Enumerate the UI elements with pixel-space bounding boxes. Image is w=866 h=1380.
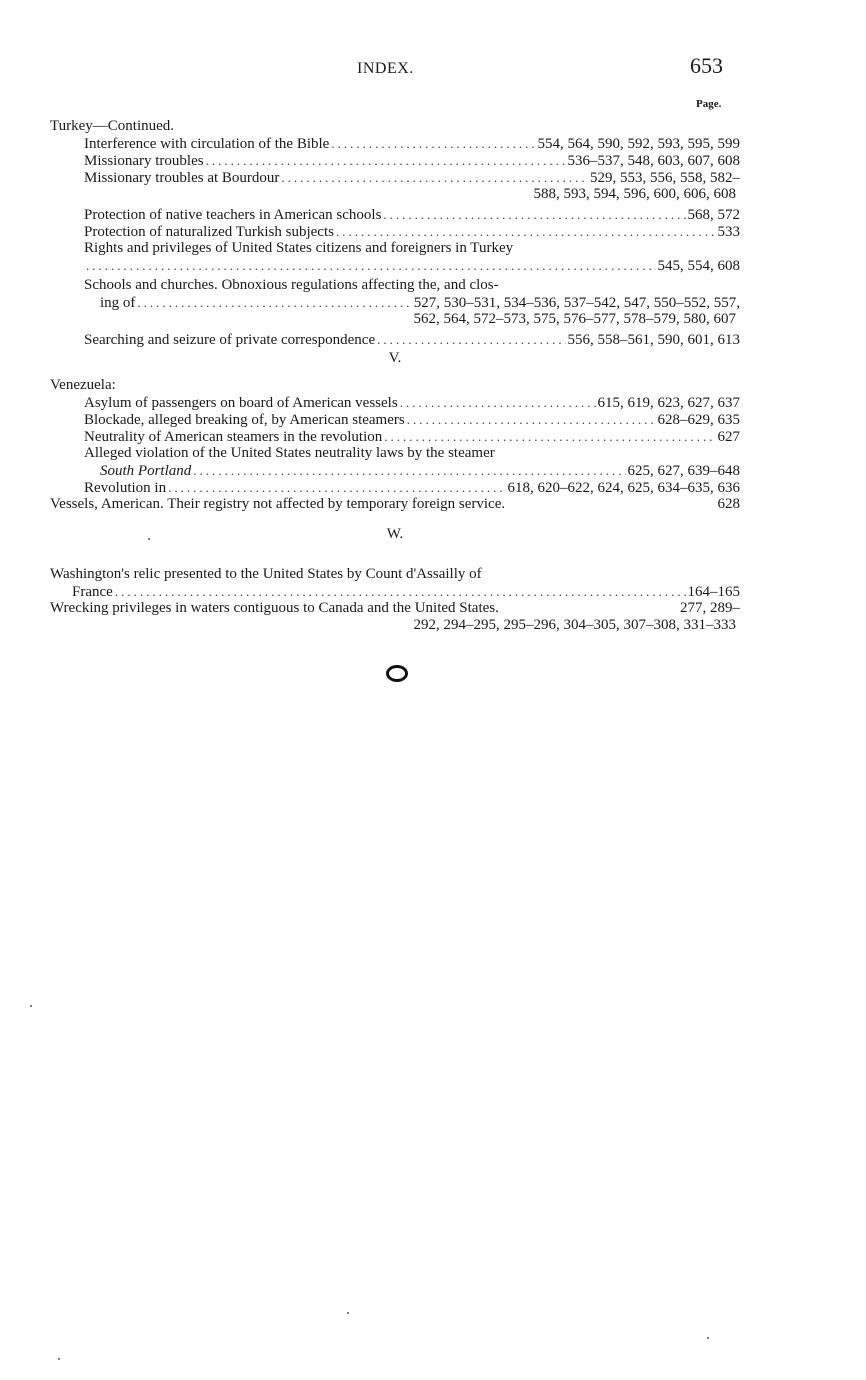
entry-pages: 568, 572 <box>687 207 740 223</box>
vessel-name: South Portland <box>100 463 192 479</box>
leader-dots <box>377 331 565 348</box>
index-entry <box>50 206 740 223</box>
index-entry <box>50 394 740 411</box>
leader-dots <box>86 257 656 274</box>
entry-pages: 628–629, 635 <box>657 412 740 428</box>
entry-pages-continued: 588, 593, 594, 596, 600, 606, 608 <box>533 186 736 202</box>
entry-text: Alleged violation of the United States neutrality laws by the steamer <box>84 445 495 461</box>
entry-pages: 536–537, 548, 603, 607, 608 <box>567 153 740 169</box>
section-letter-v: V. <box>388 350 402 366</box>
entry-text: Vessels, American. Their registry not affected by temporary foreign service. <box>50 496 506 512</box>
entry-pages: 533 <box>717 224 740 240</box>
entry-pages: 625, 627, 639–648 <box>627 463 740 479</box>
turkey-section <box>50 118 740 348</box>
entry-text: Neutrality of American steamers in the revolution <box>84 429 383 445</box>
entry-pages: 554, 564, 590, 592, 593, 595, 599 <box>537 136 740 152</box>
entry-text: Protection of native teachers in American schools <box>84 207 382 223</box>
entry-pages: 529, 553, 556, 558, 582– <box>590 170 740 186</box>
index-entry <box>50 479 740 496</box>
entry-pages: 628 <box>717 496 740 512</box>
print-speck <box>707 1337 709 1339</box>
section-letter-w: W. <box>386 526 404 542</box>
entry-text: Protection of naturalized Turkish subjects <box>84 224 334 240</box>
leader-dots <box>115 583 686 600</box>
entry-text: Revolution in <box>84 480 167 496</box>
entry-text-continued: ing of <box>100 295 136 311</box>
leader-dots <box>168 479 505 496</box>
index-entry <box>50 152 740 169</box>
index-entry <box>50 583 740 600</box>
entry-text: Wrecking privileges in waters contiguous to Canada and the United States. <box>50 600 499 616</box>
print-speck <box>148 538 150 540</box>
entry-pages-continued: 562, 564, 572–573, 575, 576–577, 578–579, 580, 607 <box>413 311 736 327</box>
print-speck <box>30 1005 32 1007</box>
index-entry <box>50 600 740 617</box>
leader-dots <box>193 462 625 479</box>
leader-dots <box>384 428 715 445</box>
entry-text: Missionary troubles <box>84 153 204 169</box>
entry-pages: 164–165 <box>687 584 740 600</box>
index-entry <box>50 169 740 186</box>
entry-pages: 615, 619, 623, 627, 637 <box>597 395 740 411</box>
leader-dots <box>407 411 656 428</box>
index-entry <box>50 496 740 513</box>
end-ornament <box>386 665 408 682</box>
venezuela-heading: Venezuela: <box>50 377 116 393</box>
entry-pages: 627 <box>717 429 740 445</box>
page-column-label: Page. <box>696 98 722 110</box>
entry-text: Asylum of passengers on board of American vessels <box>84 395 398 411</box>
index-entry <box>50 411 740 428</box>
index-entry <box>50 462 740 479</box>
entry-pages: 556, 558–561, 590, 601, 613 <box>567 332 740 348</box>
index-entry <box>50 331 740 348</box>
index-entry <box>50 257 740 274</box>
leader-dots <box>400 394 596 411</box>
entry-text: Rights and privileges of United States citizens and foreigners in Turkey <box>84 240 514 256</box>
leader-dots <box>331 135 535 152</box>
entry-text: Searching and seizure of private correspondence <box>84 332 376 348</box>
leader-dots <box>336 223 716 240</box>
entry-pages: 277, 289– <box>680 600 740 616</box>
print-speck <box>347 1312 349 1314</box>
leader-dots <box>383 206 685 223</box>
page-number: 653 <box>690 53 723 78</box>
leader-dots <box>281 169 588 186</box>
turkey-heading: Turkey—Continued. <box>50 118 175 134</box>
entry-text: Schools and churches. Obnoxious regulations affecting the, and clos- <box>84 277 499 293</box>
index-entry <box>50 223 740 240</box>
entry-pages-continued: 292, 294–295, 295–296, 304–305, 307–308, 331–333 <box>413 617 736 633</box>
running-header-title: INDEX. <box>357 60 414 77</box>
index-entry <box>50 135 740 152</box>
entry-text-continued: France <box>72 584 113 600</box>
entry-pages: 618, 620–622, 624, 625, 634–635, 636 <box>507 480 740 496</box>
entry-text: Washington's relic presented to the United States by Count d'Assailly of <box>50 566 482 582</box>
entry-text: Missionary troubles at Bourdour <box>84 170 280 186</box>
entry-pages: 527, 530–531, 534–536, 537–542, 547, 550–552, 557, <box>413 295 740 311</box>
entry-pages: 545, 554, 608 <box>657 258 740 274</box>
venezuela-section <box>50 377 740 513</box>
entry-text: Interference with circulation of the Bible <box>84 136 330 152</box>
entry-text: Blockade, alleged breaking of, by American steamers <box>84 412 405 428</box>
leader-dots <box>206 152 566 169</box>
leader-dots <box>137 294 411 311</box>
w-section <box>50 566 740 634</box>
index-entry <box>50 294 740 311</box>
index-entry <box>50 428 740 445</box>
print-speck <box>58 1358 60 1360</box>
